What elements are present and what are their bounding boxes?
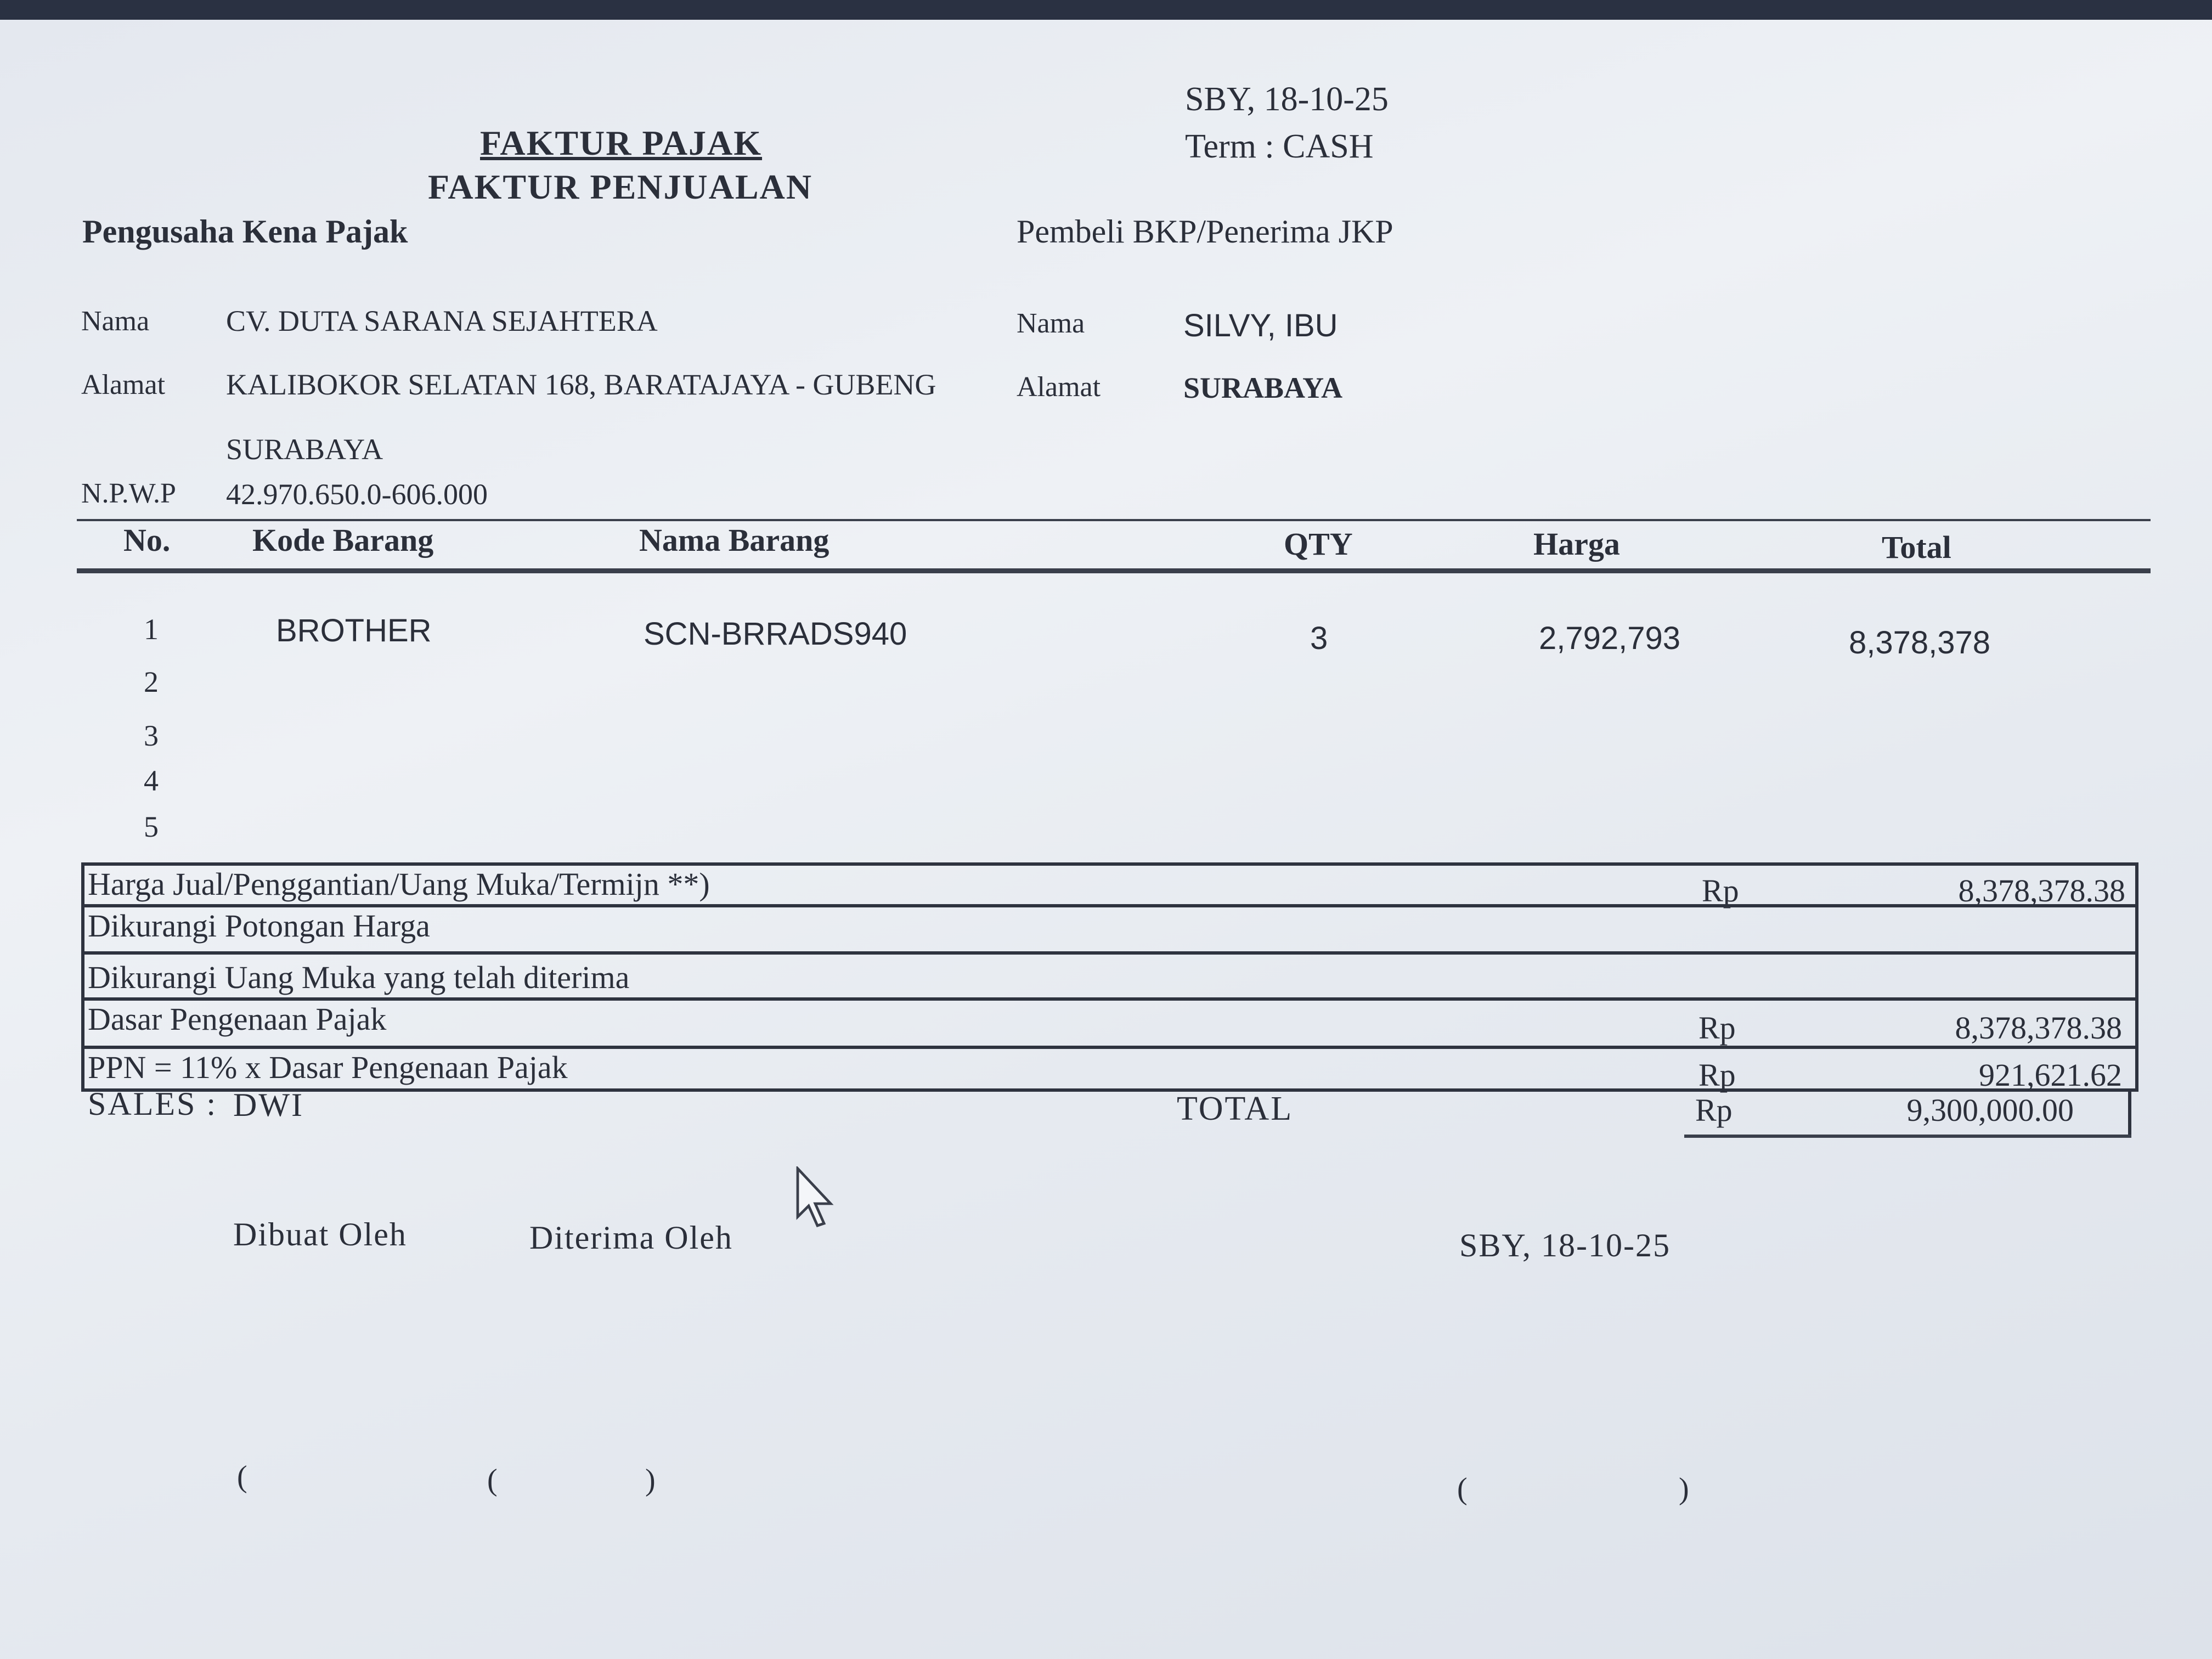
summary-label: Dasar Pengenaan Pajak bbox=[88, 1001, 387, 1037]
buyer-heading: Pembeli BKP/Penerima JKP bbox=[1017, 213, 1393, 250]
seller-heading: Pengusaha Kena Pajak bbox=[82, 213, 408, 250]
total-label: TOTAL bbox=[1177, 1090, 1294, 1127]
row-1-kode: BROTHER bbox=[276, 613, 432, 648]
npwp-value: 42.970.650.0-606.000 bbox=[226, 478, 488, 511]
summary-row-dpp bbox=[81, 997, 2138, 1046]
buyer-address-label: Alamat bbox=[1017, 371, 1101, 403]
summary-rp: Rp bbox=[1699, 1010, 1736, 1046]
received-by-label: Diterima Oleh bbox=[529, 1220, 733, 1256]
table-top-rule bbox=[77, 519, 2151, 521]
col-header-total: Total bbox=[1882, 529, 1951, 565]
col-header-no: No. bbox=[123, 522, 171, 558]
buyer-name: SILVY, IBU bbox=[1183, 308, 1338, 343]
summary-rp: Rp bbox=[1699, 1057, 1736, 1093]
row-1-no: 1 bbox=[144, 613, 159, 646]
summary-amount: 8,378,378.38 bbox=[1955, 1010, 2122, 1046]
doc-title: FAKTUR PAJAK bbox=[480, 123, 763, 162]
summary-row-uang-muka bbox=[81, 951, 2138, 997]
summary-row-ppn bbox=[81, 1046, 2138, 1092]
summary-row-harga-jual bbox=[81, 862, 2138, 909]
sig-paren-open-3: ( bbox=[1457, 1472, 1468, 1506]
summary-label: Dikurangi Uang Muka yang telah diterima bbox=[88, 960, 630, 995]
row-1-nama: SCN-BRRADS940 bbox=[644, 616, 907, 652]
signature-date: SBY, 18-10-25 bbox=[1459, 1227, 1671, 1263]
sales-label: SALES : bbox=[88, 1086, 218, 1122]
grand-total-box bbox=[1684, 1092, 2131, 1138]
grand-total-amount: 9,300,000.00 bbox=[1906, 1092, 2074, 1128]
sig-paren-close-2: ) bbox=[645, 1463, 656, 1497]
summary-label: PPN = 11% x Dasar Pengenaan Pajak bbox=[88, 1049, 568, 1085]
buyer-name-label: Nama bbox=[1017, 308, 1085, 339]
buyer-address: SURABAYA bbox=[1183, 371, 1343, 404]
seller-name-label: Nama bbox=[81, 306, 150, 337]
summary-rp: Rp bbox=[1702, 873, 1739, 909]
table-header-rule bbox=[77, 568, 2151, 573]
sales-name: DWI bbox=[233, 1087, 304, 1123]
seller-address-label: Alamat bbox=[81, 369, 166, 400]
sig-paren-open-1: ( bbox=[237, 1460, 247, 1494]
seller-name: CV. DUTA SARANA SEJAHTERA bbox=[226, 304, 658, 337]
summary-amount: 8,378,378.38 bbox=[1958, 873, 2125, 909]
row-2-no: 2 bbox=[144, 665, 159, 698]
npwp-label: N.P.W.P bbox=[81, 478, 176, 509]
sig-paren-open-2: ( bbox=[487, 1463, 498, 1497]
row-1-qty: 3 bbox=[1310, 620, 1328, 656]
col-header-nama: Nama Barang bbox=[639, 522, 830, 558]
doc-subtitle: FAKTUR PENJUALAN bbox=[428, 167, 813, 206]
row-3-no: 3 bbox=[144, 719, 159, 752]
summary-label: Harga Jual/Penggantian/Uang Muka/Termijn **) bbox=[88, 866, 710, 902]
col-header-harga: Harga bbox=[1533, 526, 1620, 562]
invoice-document bbox=[0, 20, 2212, 1659]
made-by-label: Dibuat Oleh bbox=[233, 1216, 407, 1252]
mouse-cursor-icon bbox=[795, 1166, 839, 1232]
col-header-qty: QTY bbox=[1284, 526, 1353, 562]
row-5-no: 5 bbox=[144, 810, 159, 843]
col-header-kode: Kode Barang bbox=[252, 522, 434, 558]
row-1-total: 8,378,378 bbox=[1849, 625, 1991, 661]
row-4-no: 4 bbox=[144, 764, 159, 797]
seller-address-line-2: SURABAYA bbox=[226, 433, 383, 466]
summary-row-potongan bbox=[81, 904, 2138, 951]
seller-address-line-1: KALIBOKOR SELATAN 168, BARATAJAYA - GUBENG bbox=[226, 368, 936, 401]
sig-paren-close-3: ) bbox=[1679, 1472, 1689, 1506]
grand-total-rp: Rp bbox=[1695, 1092, 1733, 1128]
summary-amount: 921,621.62 bbox=[1979, 1057, 2122, 1093]
invoice-date: SBY, 18-10-25 bbox=[1185, 81, 1389, 118]
grand-total-underline bbox=[1684, 1135, 2131, 1138]
summary-label: Dikurangi Potongan Harga bbox=[88, 908, 430, 944]
payment-term: Term : CASH bbox=[1185, 128, 1374, 165]
row-1-harga: 2,792,793 bbox=[1539, 620, 1681, 656]
